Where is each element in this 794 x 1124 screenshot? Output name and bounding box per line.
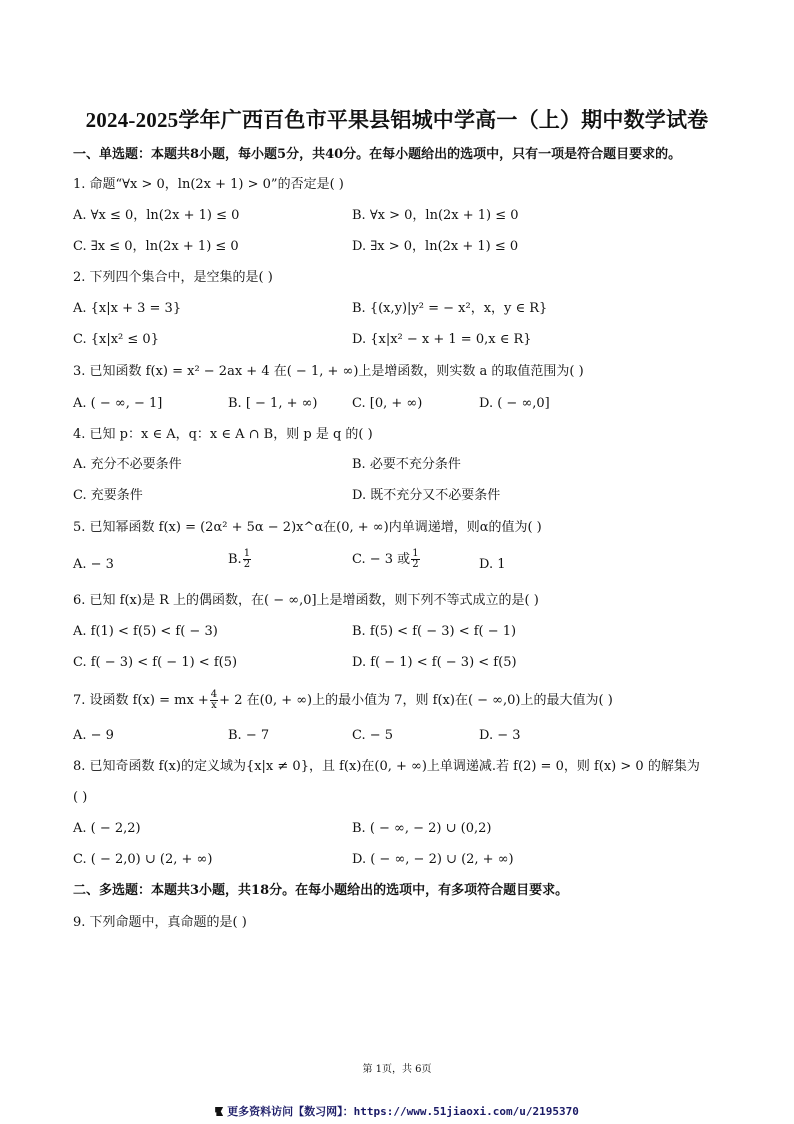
question-9-stem: 9. 下列命题中，真命题的是( ) — [73, 915, 247, 930]
q2-option-b: B. {(x,y)|y² = − x²，x，y ∈ R} — [352, 301, 548, 316]
q8-option-a: A. ( − 2,2) — [73, 821, 141, 836]
q4-option-d: D. 既不充分又不必要条件 — [352, 488, 501, 503]
q6-option-a: A. f(1) < f(5) < f( − 3) — [73, 624, 218, 639]
q2-option-d: D. {x|x² − x + 1 = 0,x ∈ R} — [352, 332, 532, 347]
question-8-stem-cont: ( ) — [73, 790, 88, 805]
q1-option-c: C. ∃x ≤ 0，ln(2x + 1) ≤ 0 — [73, 239, 239, 254]
flag-icon — [215, 1107, 223, 1116]
q4-option-c: C. 充要条件 — [73, 488, 143, 503]
q8-option-c: C. ( − 2,0) ∪ (2, + ∞) — [73, 852, 213, 867]
section-multi-choice: 二、多选题：本题共3小题，共18分。在每小题给出的选项中，有多项符合题目要求。 — [73, 883, 569, 898]
question-4-stem: 4. 已知 p：x ∈ A，q：x ∈ A ∩ B，则 p 是 q 的( ) — [73, 427, 373, 442]
question-2-stem: 2. 下列四个集合中，是空集的是( ) — [73, 270, 273, 285]
q7-option-a: A. − 9 — [73, 728, 114, 743]
promo-link[interactable] — [0, 1103, 794, 1119]
q3-option-c: C. [0, + ∞) — [352, 396, 423, 411]
fraction-one-half: $\frac{1}{2}$ — [412, 548, 419, 570]
q5-option-d: D. 1 — [479, 557, 506, 572]
fraction-one-half: $\frac{1}{2}$ — [243, 548, 251, 570]
q3-option-b: B. [ − 1, + ∞) — [228, 396, 318, 411]
q5-option-a: A. − 3 — [73, 557, 114, 572]
q2-option-a: A. {x|x + 3 = 3} — [73, 301, 182, 316]
q6-option-d: D. f( − 1) < f( − 3) < f(5) — [352, 655, 517, 670]
question-8-stem: 8. 已知奇函数 f(x)的定义域为{x|x ≠ 0}，且 f(x)在(0, + ∞)上单调递减.若 f(2) = 0，则 f(x) > 0 的解集为 — [73, 759, 700, 774]
q5-option-c — [352, 549, 421, 570]
page-footer: 第 1页，共 6页 — [362, 1064, 432, 1075]
q4-option-b: B. 必要不充分条件 — [352, 457, 461, 472]
q4-option-a: A. 充分不必要条件 — [73, 457, 182, 472]
section-single-choice: 一、单选题：本题共8小题，每小题5分，共40分。在每小题给出的选项中，只有一项是符合题目要求的。 — [73, 147, 682, 162]
q6-option-c: C. f( − 3) < f( − 1) < f(5) — [73, 655, 238, 670]
q3-option-a: A. ( − ∞, − 1] — [73, 396, 163, 411]
question-1-stem: 1. 命题“∀x > 0，ln(2x + 1) > 0”的否定是( ) — [73, 177, 344, 192]
fraction-four-over-x: $\frac{4}{x}$ — [210, 689, 218, 711]
question-5-stem: 5. 已知幂函数 f(x) = (2α² + 5α − 2)x^α在(0, + ∞)内单调递增，则α的值为( ) — [73, 520, 542, 535]
q5-option-b-label: B. — [228, 552, 242, 567]
q1-option-d: D. ∃x > 0，ln(2x + 1) ≤ 0 — [352, 239, 519, 254]
question-7-stem: 7. 设函数 f(x) = mx + $\frac{4}{x}$ + 2 在(0, + ∞)上的最小值为 7，则 f(x)在( − ∞,0)上的最大值为( ) — [73, 689, 613, 711]
q5-option-b — [228, 549, 252, 570]
q5-option-c-label: C. − 3 或 — [352, 552, 411, 567]
promo-link-text: 更多资料访问【数习网】：https://www.51jiaoxi.com/u/2195370 — [227, 1105, 579, 1118]
q1-option-a: A. ∀x ≤ 0，ln(2x + 1) ≤ 0 — [73, 208, 240, 223]
question-3-stem: 3. 已知函数 f(x) = x² − 2ax + 4 在( − 1, + ∞)上是增函数，则实数 a 的取值范围为( ) — [73, 364, 584, 379]
q7-option-d: D. − 3 — [479, 728, 521, 743]
q8-option-d: D. ( − ∞, − 2) ∪ (2, + ∞) — [352, 852, 514, 867]
question-6-stem: 6. 已知 f(x)是 R 上的偶函数，在( − ∞,0]上是增函数，则下列不等式成立的是( ) — [73, 593, 539, 608]
q7-option-c: C. − 5 — [352, 728, 394, 743]
q7-option-b: B. − 7 — [228, 728, 270, 743]
page-title: 2024-2025学年广西百色市平果县铝城中学高一（上）期中数学试卷 — [85, 108, 709, 132]
q6-option-b: B. f(5) < f( − 3) < f( − 1) — [352, 624, 517, 639]
q3-option-d: D. ( − ∞,0] — [479, 396, 550, 411]
q2-option-c: C. {x|x² ≤ 0} — [73, 332, 159, 347]
q1-option-b: B. ∀x > 0，ln(2x + 1) ≤ 0 — [352, 208, 519, 223]
q8-option-b: B. ( − ∞, − 2) ∪ (0,2) — [352, 821, 492, 836]
